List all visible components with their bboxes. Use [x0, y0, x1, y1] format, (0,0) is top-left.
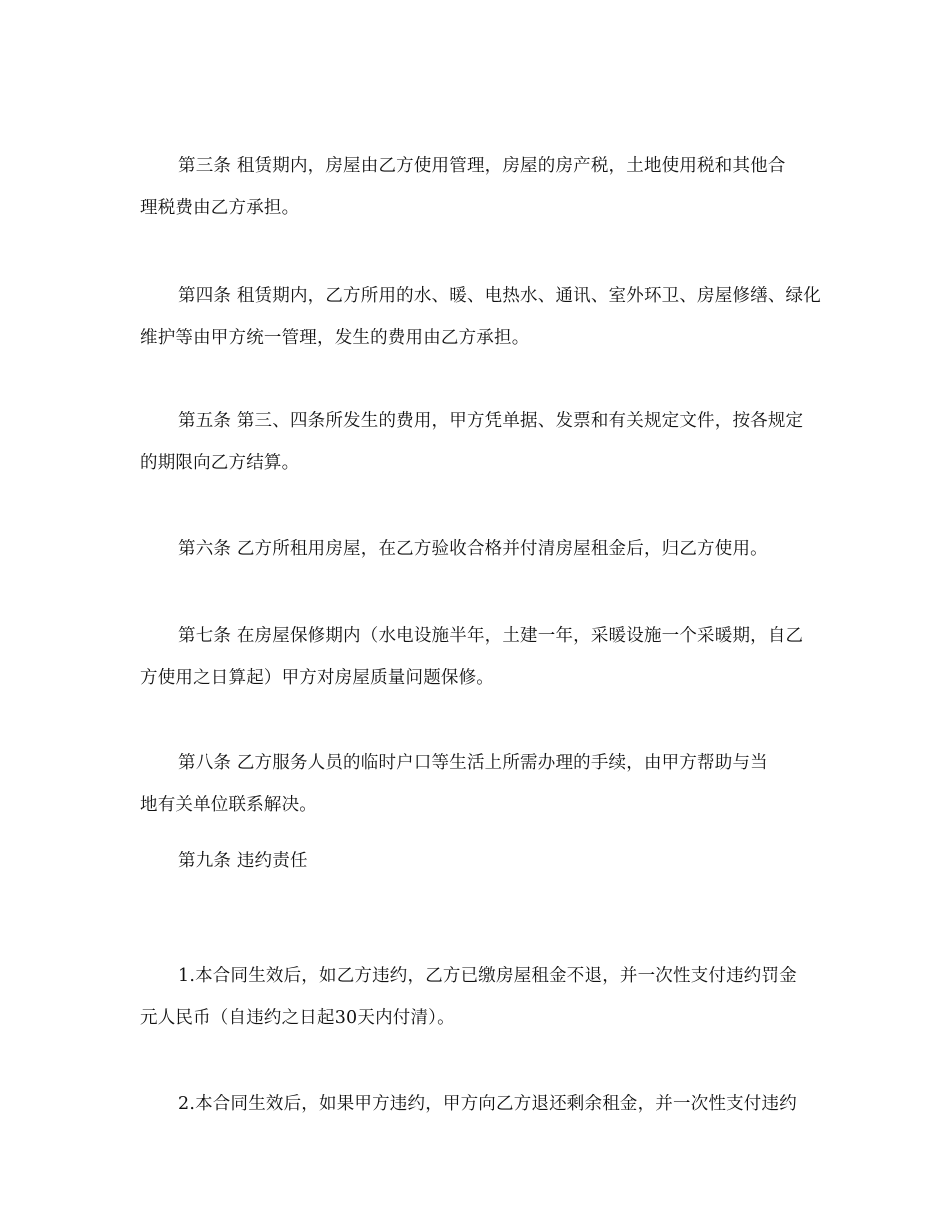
article-6-paragraph — [140, 528, 812, 570]
article-7-line-2: 方使用之日算起）甲方对房屋质量问题保修。 — [140, 668, 494, 688]
article-9-line-1: 第九条 违约责任 — [178, 851, 308, 871]
clause-1-paragraph — [140, 955, 812, 1039]
clause-1-line-1: 1.本合同生效后，如乙方违约，乙方已缴房屋租金不退，并一次性支付违约罚金 — [178, 966, 797, 986]
article-3-line-2: 理税费由乙方承担。 — [140, 198, 300, 218]
article-3-paragraph — [140, 145, 812, 229]
article-7-paragraph — [140, 615, 812, 699]
article-5-line-2: 的期限向乙方结算。 — [140, 453, 300, 473]
clause-1-line-2: 元人民币（自违约之日起30天内付清）。 — [140, 1008, 455, 1028]
clause-2-line-1: 2.本合同生效后，如果甲方违约，甲方向乙方退还剩余租金，并一次性支付违约 — [178, 1094, 797, 1114]
article-4-paragraph — [140, 275, 821, 359]
article-8-line-1: 第八条 乙方服务人员的临时户口等生活上所需办理的手续，由甲方帮助与当 — [178, 753, 768, 773]
article-5-paragraph — [140, 400, 812, 484]
article-8-paragraph — [140, 742, 812, 826]
article-9-heading — [140, 840, 812, 882]
article-8-line-2: 地有关单位联系解决。 — [140, 795, 317, 815]
article-4-line-1: 第四条 租赁期内，乙方所用的水、暖、电热水、通讯、室外环卫、房屋修缮、绿化 — [178, 286, 821, 306]
clause-2-paragraph — [140, 1083, 812, 1125]
article-7-line-1: 第七条 在房屋保修期内（水电设施半年，土建一年，采暖设施一个采暖期，自乙 — [178, 626, 804, 646]
article-4-line-2: 维护等由甲方统一管理，发生的费用由乙方承担。 — [140, 328, 530, 348]
article-3-line-1: 第三条 租赁期内，房屋由乙方使用管理，房屋的房产税，土地使用税和其他合 — [178, 156, 786, 176]
article-6-line-1: 第六条 乙方所租用房屋，在乙方验收合格并付清房屋租金后，归乙方使用。 — [178, 539, 768, 559]
article-5-line-1: 第五条 第三、四条所发生的费用，甲方凭单据、发票和有关规定文件，按各规定 — [178, 411, 804, 431]
